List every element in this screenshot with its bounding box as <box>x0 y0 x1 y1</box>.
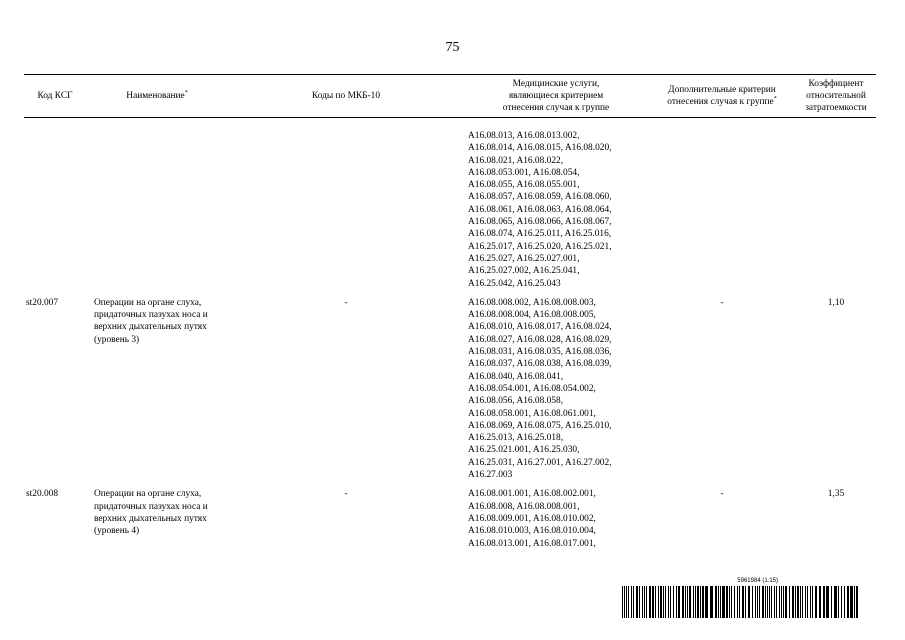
table-row <box>24 130 876 297</box>
row-extra-criteria <box>648 130 796 297</box>
page-number: 75 <box>445 40 460 55</box>
row-extra-criteria: - <box>720 489 724 500</box>
row-coefficient <box>796 130 876 297</box>
header-extra-footnote-mark: * <box>773 95 777 102</box>
table-header-row <box>24 75 876 118</box>
row-services: A16.08.013, A16.08.013.002, A16.08.014, A16.08.015, A16.08.020, A16.08.021, A16.08.022, A16.08.053.001, A16.08.054, A16.08.055, A16.08.055.001, A16.08.057, A16.08.059, A16.08.060, A16.08.061, A16.08.063, A16.08.064, A16.08.065, A16.08.066, A16.08.067, A16.08.074, A16.25.011, A16.25.016, A16.25.017, A16.25.020, A16.25.021, A16.25.027, A16.25.027.001, A16.25.027.002, A16.25.041, A16.25.042, A16.25.043 <box>468 131 612 289</box>
row-name <box>86 130 228 297</box>
row-coefficient: 1,10 <box>827 297 845 308</box>
barcode-block <box>622 578 858 618</box>
row-mkb-codes <box>228 130 464 297</box>
header-name-footnote-mark: * <box>184 89 188 96</box>
row-services: A16.08.008.002, A16.08.008.003, A16.08.008.004, A16.08.008.005, A16.08.010, A16.08.017, A16.08.024, A16.08.027, A16.08.028, A16.08.029, A16.08.031, A16.08.035, A16.08.036, A16.08.037, A16.08.038, A16.08.039, A16.08.040, A16.08.041, A16.08.054.001, A16.08.054.002, A16.08.056, A16.08.058, A16.08.058.001, A16.08.061.001, A16.08.069, A16.08.075, A16.25.010, A16.25.013, A16.25.018, A16.25.021.001, A16.25.030, A16.25.031, A16.27.001, A16.27.002, A16.27.003 <box>468 297 612 481</box>
barcode-text: 5961984 (1.15) <box>737 578 778 584</box>
row-code <box>24 130 86 297</box>
barcode-icon <box>622 586 858 618</box>
row-extra-criteria: - <box>720 297 724 308</box>
row-coefficient: 1,35 <box>827 489 845 500</box>
header-code: Код КСГ <box>24 75 86 118</box>
row-name: Операции на органе слуха, придаточных пазухах носа и верхних дыхательных путях (уровень 4) <box>94 489 208 537</box>
header-name: Наименование* <box>86 75 228 118</box>
header-mkb: Коды по МКБ-10 <box>228 75 464 118</box>
table-row <box>24 297 876 488</box>
row-mkb-codes: - <box>344 489 348 500</box>
header-coefficient: Коэффициент относительной затратоемкости <box>796 75 876 118</box>
ksg-table <box>24 74 876 557</box>
row-mkb-codes: - <box>344 297 348 308</box>
row-code: st20.008 <box>26 489 59 500</box>
row-name: Операции на органе слуха, придаточных пазухах носа и верхних дыхательных путях (уровень 3) <box>94 297 208 345</box>
row-code: st20.007 <box>26 297 59 308</box>
table-row <box>24 488 876 556</box>
header-services: Медицинские услуги, являющиеся критерием отнесения случая к группе <box>464 75 648 118</box>
header-extra-criteria: Дополнительные критерии отнесения случая к группе* <box>648 75 796 118</box>
row-services: A16.08.001.001, A16.08.002.001, A16.08.008, A16.08.008.001, A16.08.009.001, A16.08.010.002, A16.08.010.003, A16.08.010.004, A16.08.013.001, A16.08.017.001, <box>468 489 596 549</box>
